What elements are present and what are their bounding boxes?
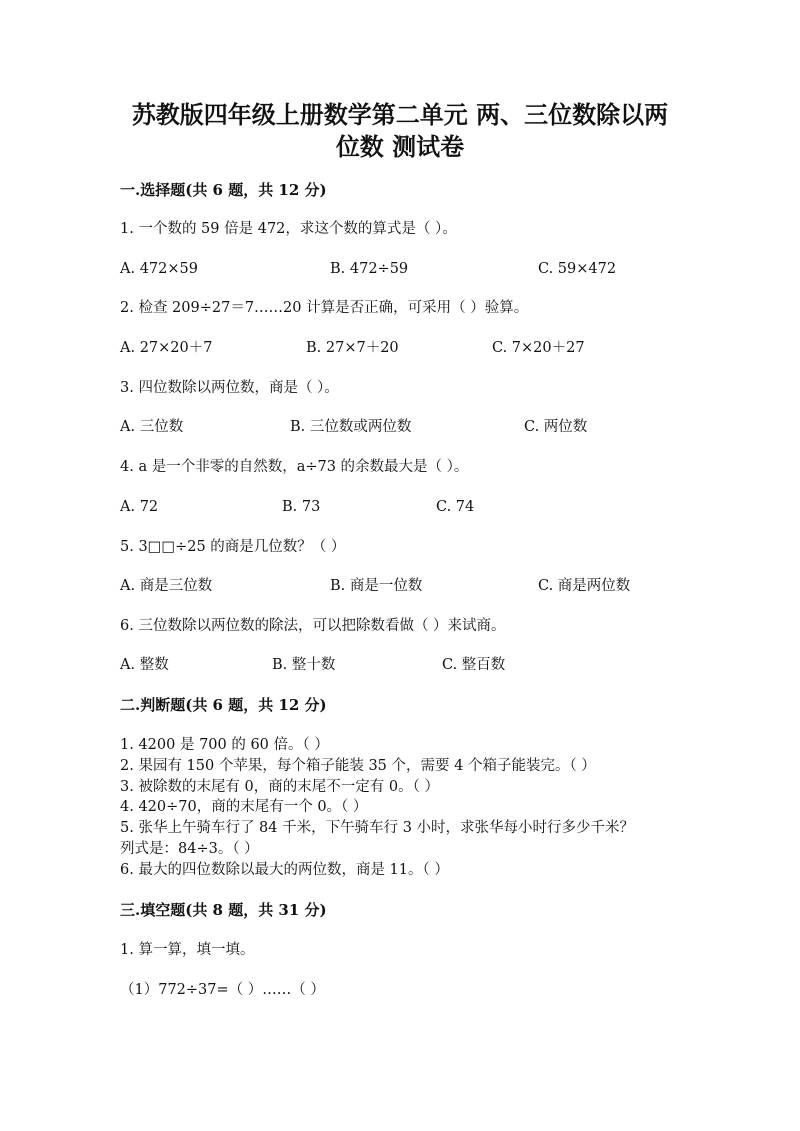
- question-2-option-b: B. 27×7＋20: [306, 340, 399, 356]
- question-6-option-b: B. 整十数: [272, 657, 336, 673]
- question-6-option-a: A. 整数: [120, 657, 169, 673]
- judgement-line-3: 3. 被除数的末尾有 0，商的末尾不一定有 0。（ ）: [120, 779, 439, 795]
- fill-in-question-1-part-1: （1）772÷37=（ ）……（ ）: [120, 982, 325, 998]
- question-3-option-b: B. 三位数或两位数: [290, 419, 412, 435]
- section-heading-judgement: 二.判断题(共 6 题，共 12 分): [120, 696, 327, 714]
- question-4-option-b: B. 73: [282, 499, 321, 515]
- judgement-line-2: 2. 果园有 150 个苹果，每个箱子能装 35 个，需要 4 个箱子能装完。（ ）: [120, 758, 596, 774]
- question-4-option-a: A. 72: [120, 499, 159, 515]
- judgement-line-5: 5. 张华上午骑车行了 84 千米，下午骑车行 3 小时，求张华每小时行多少千米？: [120, 820, 635, 836]
- question-2-stem: 2. 检查 209÷27＝7……20 计算是否正确，可采用（ ）验算。: [120, 300, 529, 316]
- question-3-stem: 3. 四位数除以两位数，商是（ ）。: [120, 380, 339, 396]
- judgement-line-6: 6. 最大的四位数除以最大的两位数，商是 11。（ ）: [120, 862, 449, 878]
- question-4-option-c: C. 74: [436, 499, 475, 515]
- question-1-option-c: C. 59×472: [538, 261, 617, 277]
- question-1-stem: 1. 一个数的 59 倍是 472，求这个数的算式是（ ）。: [120, 221, 457, 237]
- question-3-option-c: C. 两位数: [524, 419, 588, 435]
- question-5-stem: 5. 3□□÷25 的商是几位数？（ ）: [120, 539, 346, 555]
- question-5-option-c: C. 商是两位数: [538, 578, 631, 594]
- page-title-line-2: 位数 测试卷: [335, 132, 465, 161]
- question-6-option-c: C. 整百数: [442, 657, 506, 673]
- section-heading-choice: 一.选择题(共 6 题，共 12 分): [120, 181, 327, 199]
- question-5-option-b: B. 商是一位数: [330, 578, 423, 594]
- question-1-option-a: A. 472×59: [120, 261, 198, 277]
- question-4-stem: 4. a 是一个非零的自然数，a÷73 的余数最大是（ ）。: [120, 459, 469, 475]
- page-title-line-1: 苏教版四年级上册数学第二单元 两、三位数除以两: [131, 100, 669, 129]
- judgement-line-5-continued: 列式是：84÷3。（ ）: [120, 841, 259, 857]
- fill-in-question-1: 1. 算一算，填一填。: [120, 942, 255, 958]
- question-5-option-a: A. 商是三位数: [120, 578, 213, 594]
- section-heading-fill-in: 三.填空题(共 8 题，共 31 分): [120, 901, 327, 919]
- question-2-option-a: A. 27×20＋7: [120, 340, 213, 356]
- question-6-stem: 6. 三位数除以两位数的除法，可以把除数看做（ ）来试商。: [120, 618, 506, 634]
- judgement-line-4: 4. 420÷70，商的末尾有一个 0。（ ）: [120, 799, 368, 815]
- judgement-line-1: 1. 4200 是 700 的 60 倍。（ ）: [120, 737, 329, 753]
- question-1-option-b: B. 472÷59: [330, 261, 409, 277]
- question-3-option-a: A. 三位数: [120, 419, 184, 435]
- question-2-option-c: C. 7×20＋27: [492, 340, 585, 356]
